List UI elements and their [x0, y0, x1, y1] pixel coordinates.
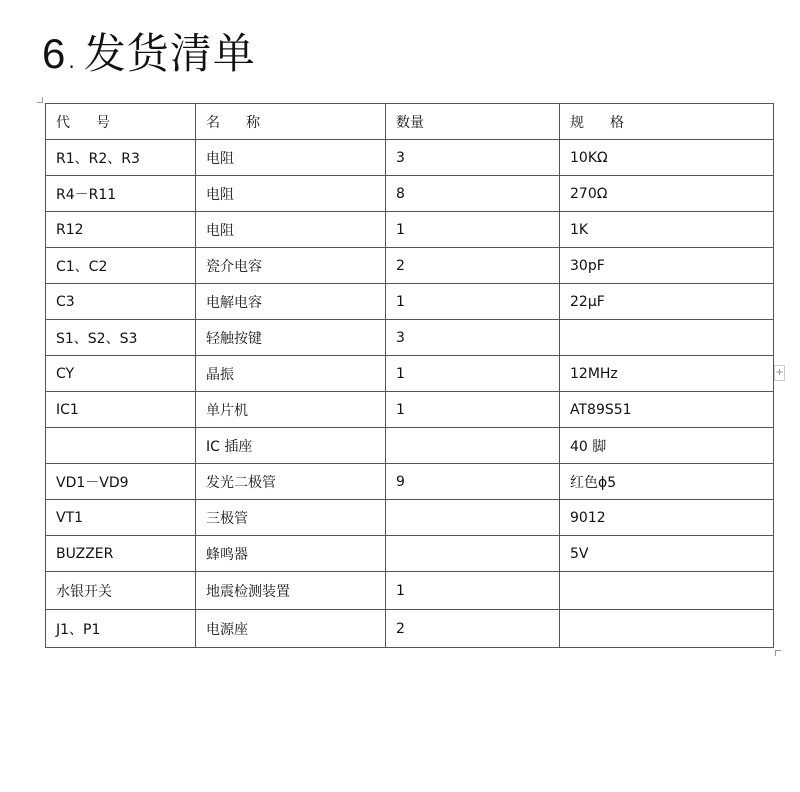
table-row	[46, 176, 774, 212]
cell-spec: 红色ϕ5	[560, 464, 774, 500]
cell-name: 瓷介电容	[196, 248, 386, 284]
table-header-row	[46, 104, 774, 140]
table-row	[46, 610, 774, 648]
table-row	[46, 248, 774, 284]
header-code: 代 号	[46, 104, 196, 140]
table-row	[46, 392, 774, 428]
table-corner-mark-bottom-right	[775, 650, 781, 656]
table-row	[46, 140, 774, 176]
cell-spec: 30pF	[560, 248, 774, 284]
table-row	[46, 572, 774, 610]
cell-spec	[560, 610, 774, 648]
cell-code: S1、S2、S3	[46, 320, 196, 356]
cell-code: 水银开关	[46, 572, 196, 610]
table-corner-mark-top-left	[37, 97, 43, 103]
cell-spec: 1K	[560, 212, 774, 248]
cell-name: 电源座	[196, 610, 386, 648]
cell-spec	[560, 572, 774, 610]
header-spec: 规 格	[560, 104, 774, 140]
cell-spec: 22μF	[560, 284, 774, 320]
cell-code	[46, 428, 196, 464]
cell-name: IC 插座	[196, 428, 386, 464]
cell-quantity: 9	[386, 464, 560, 500]
shipping-list-table	[45, 103, 774, 648]
header-quantity: 数量	[386, 104, 560, 140]
title-dot: .	[68, 49, 76, 73]
cell-spec: 9012	[560, 500, 774, 536]
cell-quantity: 1	[386, 212, 560, 248]
table-row	[46, 212, 774, 248]
cell-spec	[560, 320, 774, 356]
cell-name: 蜂鸣器	[196, 536, 386, 572]
cell-spec: AT89S51	[560, 392, 774, 428]
cell-name: 三极管	[196, 500, 386, 536]
cell-quantity	[386, 428, 560, 464]
cell-name: 轻触按键	[196, 320, 386, 356]
cell-quantity: 2	[386, 248, 560, 284]
cell-spec: 40 脚	[560, 428, 774, 464]
cell-spec: 10KΩ	[560, 140, 774, 176]
table-row	[46, 536, 774, 572]
cell-name: 单片机	[196, 392, 386, 428]
cell-code: C3	[46, 284, 196, 320]
cell-code: R1、R2、R3	[46, 140, 196, 176]
cell-quantity: 1	[386, 356, 560, 392]
table-row	[46, 428, 774, 464]
table-row	[46, 500, 774, 536]
cell-name: 电阻	[196, 176, 386, 212]
cell-code: R12	[46, 212, 196, 248]
table-row	[46, 356, 774, 392]
cell-spec: 270Ω	[560, 176, 774, 212]
table-row	[46, 320, 774, 356]
cell-quantity: 8	[386, 176, 560, 212]
page-title	[42, 24, 256, 84]
cell-code: C1、C2	[46, 248, 196, 284]
cell-spec: 5V	[560, 536, 774, 572]
cell-quantity: 3	[386, 320, 560, 356]
cell-name: 晶振	[196, 356, 386, 392]
cell-name: 地震检测装置	[196, 572, 386, 610]
cell-code: BUZZER	[46, 536, 196, 572]
cell-name: 电解电容	[196, 284, 386, 320]
cell-name: 发光二极管	[196, 464, 386, 500]
cell-code: J1、P1	[46, 610, 196, 648]
cell-quantity: 3	[386, 140, 560, 176]
cell-name: 电阻	[196, 212, 386, 248]
add-row-handle-icon[interactable]: +	[774, 365, 785, 381]
cell-code: VT1	[46, 500, 196, 536]
cell-code: R4－R11	[46, 176, 196, 212]
cell-name: 电阻	[196, 140, 386, 176]
header-name: 名 称	[196, 104, 386, 140]
cell-quantity: 2	[386, 610, 560, 648]
cell-quantity: 1	[386, 572, 560, 610]
table-row	[46, 284, 774, 320]
cell-quantity: 1	[386, 284, 560, 320]
table-row	[46, 464, 774, 500]
cell-quantity: 1	[386, 392, 560, 428]
cell-code: VD1－VD9	[46, 464, 196, 500]
cell-spec: 12MHz	[560, 356, 774, 392]
cell-quantity	[386, 536, 560, 572]
cell-code: CY	[46, 356, 196, 392]
cell-quantity	[386, 500, 560, 536]
title-text: 发货清单	[83, 29, 256, 78]
cell-code: IC1	[46, 392, 196, 428]
title-number: 6	[42, 30, 67, 77]
